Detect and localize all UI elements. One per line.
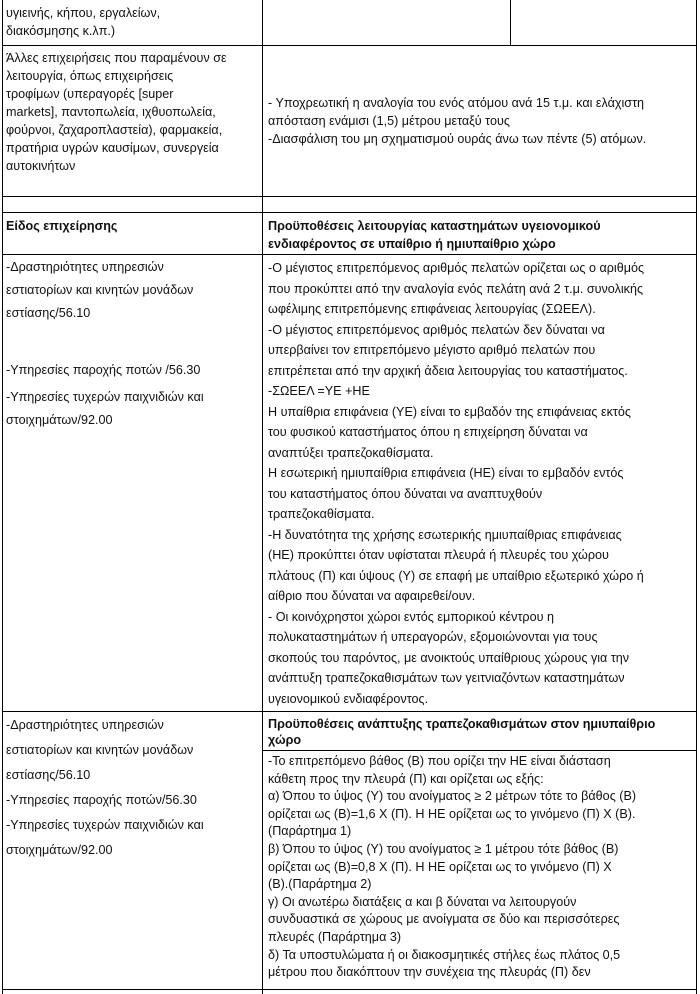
text-line: εστιατορίων και κινητών μονάδων: [6, 283, 194, 297]
header-conditions: [268, 217, 696, 253]
text-line: ορίζεται ως (Β)=0,8 Χ (Π). Η ΗΕ ορίζεται ως το γινόμενο (Π) Χ: [268, 859, 612, 874]
text-line: συνδυαστικά σε χώρους με ανοίγματα σε δύο και περισσότερες: [268, 912, 620, 927]
text-line: -Υπηρεσίες τυχερών παιχνιδιών και: [6, 390, 204, 404]
text-line: πλάτους (Π) και ύψους (Υ) σε επαφή με υπαίθριο εξωτερικό χώρο ή: [268, 568, 644, 583]
text-line: (ΗΕ) προκύπτει όταν υφίσταται πλευρά ή πλευρές του χώρου: [268, 548, 609, 562]
table-border-right: [696, 0, 697, 994]
row-divider: [2, 196, 697, 197]
text-line: του φυσικού καταστήματος όπου η επιχείρηση δύναται να: [268, 425, 588, 439]
text-line: -Διασφάλιση του μη σχηματισμού ουράς άνω των πέντε (5) ατόμων.: [268, 132, 647, 146]
text-line: - Υποχρεωτική η αναλογία του ενός ατόμου ανά 15 τ.μ. και ελάχιστη: [268, 96, 645, 110]
header-text: Προϋποθέσεις λειτουργίας καταστημάτων υγειονομικού: [268, 219, 601, 233]
text-line: ανάπτυξη τραπεζοκαθισμάτων των γειτνιαζόντων καταστημάτων: [268, 671, 625, 685]
row-divider: [2, 212, 697, 213]
text-line: τροφίμων (υπεραγορές [super: [6, 87, 174, 101]
text-line: πολυκαταστημάτων ή υπεραγορών, εξομοιώνονται για τους: [268, 630, 598, 644]
text-line: λειτουργία, όπως επιχειρήσεις: [6, 69, 174, 83]
header-business-type: [6, 217, 256, 235]
text-line: - Οι κοινόχρηστοι χώροι εντός εμπορικού κέντρου η: [268, 609, 554, 624]
text-line: (Παράρτημα 1): [268, 824, 352, 839]
text-line: -Το επιτρεπόμενο βάθος (Β) που ορίζει την ΗΕ είναι διάσταση: [268, 754, 611, 768]
text-line: εστίασης/56.10: [6, 306, 91, 320]
text-line: -Υπηρεσίες παροχής ποτών/56.30: [6, 793, 197, 807]
title-line: χώρο: [268, 733, 302, 747]
table-border-bottom: [2, 989, 697, 990]
row-semi-title: [268, 716, 696, 748]
text-line: -Ο μέγιστος επιτρεπόμενος αριθμός πελατών δεν δύναται να: [268, 322, 605, 337]
table-subcolumn-divider: [510, 0, 511, 45]
text-line: δ) Τα υποστυλώματα ή οι διακοσμητικές στήλες έως πλάτος 0,5: [268, 947, 621, 962]
text-line: κάθετη προς την πλευρά (Π) και ορίζεται ως εξής:: [268, 771, 544, 786]
text-line: εστιατορίων και κινητών μονάδων: [6, 743, 194, 757]
text-line: του καταστήματος όπου δύναται να αναπτυχθούν: [268, 486, 543, 501]
text-line: α) Όπου το ύψος (Υ) του ανοίγματος ≥ 2 μέτρων τότε το βάθος (Β): [268, 789, 637, 804]
text-line: -Υπηρεσίες παροχής ποτών /56.30: [6, 363, 201, 377]
text-line: υγιεινής, κήπου, εργαλείων,: [6, 6, 161, 20]
text-line: -Η δυνατότητα της χρήσης εσωτερικής ημιυπαίθριας επιφάνειας: [268, 527, 622, 542]
text-line: στοιχημάτων/92.00: [6, 413, 113, 427]
header-text: Είδος επιχείρησης: [6, 219, 118, 233]
text-line: εστίασης/56.10: [6, 768, 91, 782]
text-line: αναπτύξει τραπεζοκαθίσματα.: [268, 445, 434, 460]
text-line: Η εσωτερική ημιυπαίθρια επιφάνεια (ΗΕ) είναι το εμβαδόν εντός: [268, 466, 624, 480]
text-line: β) Όπου το ύψος (Υ) του ανοίγματος ≥ 1 μέτρου τότε βάθος (Β): [268, 841, 619, 856]
text-line: διακόσμησης κ.λπ.): [6, 24, 116, 38]
text-line: -Δραστηριότητες υπηρεσιών: [6, 718, 164, 732]
text-line: Άλλες επιχειρήσεις που παραμένουν σε: [6, 51, 227, 65]
text-line: αυτοκινήτων: [6, 159, 76, 173]
row-divider: [2, 45, 697, 46]
text-line: markets], παντοπωλεία, ιχθυοπωλεία,: [6, 105, 216, 119]
text-line: φούρνοι, ζαχαροπλαστεία), φαρμακεία,: [6, 123, 223, 137]
row-top-business-type: [6, 4, 256, 40]
row-outdoor-business-type: [6, 258, 256, 430]
text-line: στοιχημάτων/92.00: [6, 843, 113, 857]
text-line: μέτρου που διακόπτουν την συνέχεια της πλευράς (Π) δεν: [268, 965, 591, 980]
text-line: υγειονομικού ενδιαφέροντος.: [268, 691, 429, 706]
text-line: Η υπαίθρια επιφάνεια (ΥΕ) είναι το εμβαδόν της επιφάνειας εκτός: [268, 404, 631, 419]
text-line: τραπεζοκαθίσματα.: [268, 507, 375, 521]
text-line: πλευρές (Παράρτημα 3): [268, 929, 402, 944]
row-divider: [2, 711, 697, 712]
row-semi-business-type: [6, 716, 256, 860]
row-divider: [2, 254, 697, 255]
text-line: που προκύπτει από την αναλογία ενός πελάτη ανά 2 τ.μ. συνολικής: [268, 281, 644, 296]
text-line: -Υπηρεσίες τυχερών παιχνιδιών και: [6, 818, 204, 832]
table-column-divider: [262, 0, 263, 994]
text-line: ωφέλιμης επιτρεπόμενης επιφάνειας λειτουργίας (ΣΩΕΕΛ).: [268, 302, 596, 316]
text-line: -ΣΩΕΕΛ =ΥΕ +ΗΕ: [268, 384, 370, 398]
text-line: -Ο μέγιστος επιτρεπόμενος αριθμός πελατών ορίζεται ως ο αριθμός: [268, 261, 645, 275]
text-line: ορίζεται ως (Β)=1,6 Χ (Π). Η ΗΕ ορίζεται ως το γινόμενο (Π) Χ (Β).: [268, 806, 636, 821]
text-line: υπερβαίνει τον επιτρεπόμενο μέγιστο αριθμό πελατών που: [268, 343, 596, 357]
text-line: απόσταση ενάμισι (1,5) μέτρου μεταξύ τους: [268, 114, 510, 128]
text-line: -Δραστηριότητες υπηρεσιών: [6, 260, 164, 274]
row-other-conditions: [268, 94, 696, 148]
row-semi-conditions: [268, 753, 696, 982]
row-other-business-type: [6, 49, 256, 175]
text-line: επιτρέπεται από την αρχική άδεια λειτουργίας του καταστήματος.: [268, 363, 628, 378]
header-text: ενδιαφέροντος σε υπαίθριο ή ημιυπαίθριο χώρο: [268, 237, 556, 251]
text-line: αίθριο που δύναται να αφαιρεθεί/ουν.: [268, 589, 476, 603]
text-line: (Β).(Παράρτημα 2): [268, 877, 372, 892]
cell-subdivider: [262, 750, 697, 751]
row-outdoor-conditions: [268, 258, 696, 709]
table-border-left: [2, 0, 3, 994]
title-line: Προϋποθέσεις ανάπτυξης τραπεζοκαθισμάτων στον ημιυπαίθριο: [268, 717, 656, 731]
text-line: πρατήρια υγρών καυσίμων, συνεργεία: [6, 141, 219, 155]
text-line: γ) Οι ανωτέρω διατάξεις α και β δύναται να λειτουργούν: [268, 894, 577, 909]
text-line: σκοπούς του παρόντος, με ανοικτούς υπαίθριους χώρους για την: [268, 650, 630, 665]
